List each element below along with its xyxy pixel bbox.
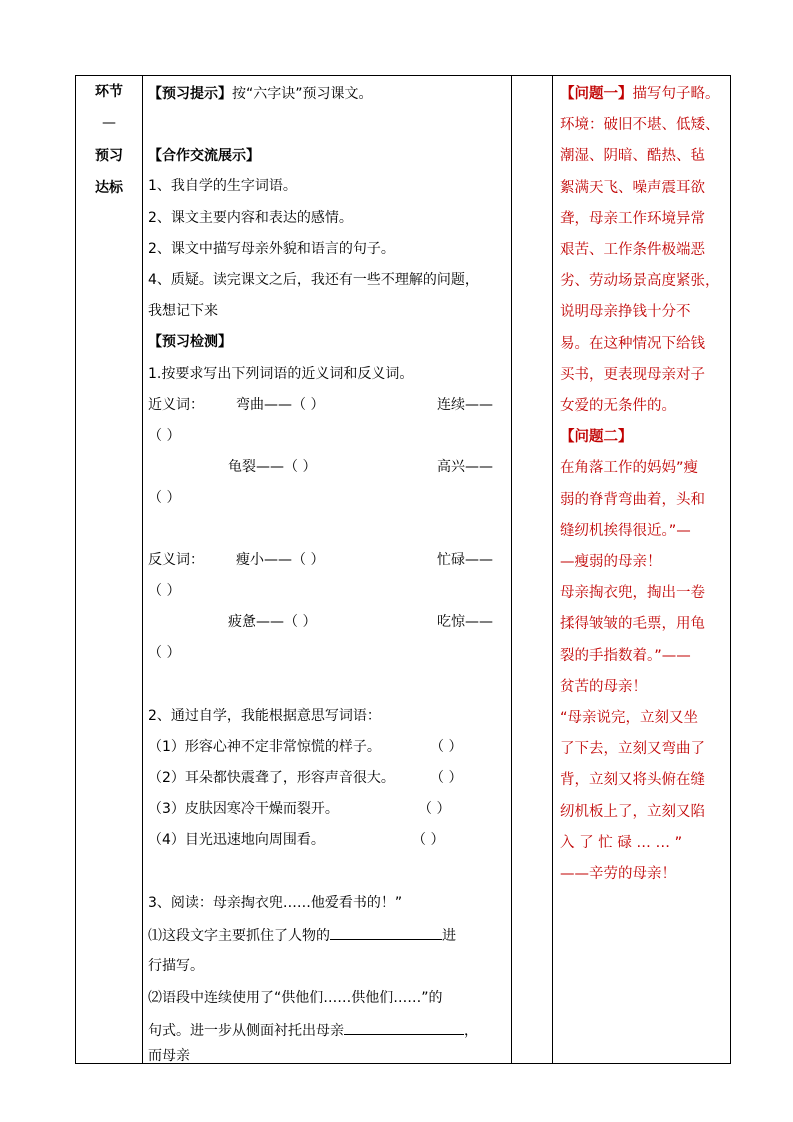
table-divider-2: [511, 75, 512, 1064]
answer-note-line: 潮湿、阴暗、酷热、毡: [560, 148, 705, 164]
answer-note-line: 贫苦的母亲！: [560, 679, 647, 695]
antonym-pair-2: 吃惊——: [437, 614, 493, 630]
synonym-word-2: 龟裂——（ ）: [228, 459, 317, 475]
answer-note-line: 缝纫机挨得很近。”—: [560, 523, 691, 539]
exchange-item-3: 2、课文中描写母亲外貌和语言的句子。: [148, 241, 395, 257]
synonym-paren-2: （ ）: [148, 490, 181, 506]
synonym-paren-1: （ ）: [148, 428, 181, 444]
preview-tip: [148, 84, 373, 104]
question-3-1-text: ⑴这段文字主要抓住了人物的: [148, 928, 330, 944]
table-divider-1: [142, 75, 143, 1064]
question-3-1-cont: 行描写。: [148, 958, 204, 974]
table-border-top: [75, 75, 731, 76]
answer-note-line: 弱的脊背弯曲着，头和: [560, 492, 705, 508]
answer-note-heading: 【问题二】: [560, 429, 633, 445]
question-1: 1.按要求写出下列词语的近义词和反义词。: [148, 366, 414, 382]
question-2-item-1: （1）形容心神不定非常惊慌的样子。: [148, 739, 381, 755]
exchange-item-1: 1、我自学的生字词语。: [148, 178, 297, 194]
section-label-line3: 预习: [95, 148, 123, 164]
antonym-word-1: 瘦小——（ ）: [236, 552, 325, 568]
answer-note-line: 揉得皱皱的毛票，用龟: [560, 616, 705, 632]
answer-note-line: 买书，更表现母亲对子: [560, 367, 705, 383]
answer-note-line: 裂的手指数着。”——: [560, 648, 691, 664]
question-2-item-2: （2）耳朵都快震聋了，形容声音很大。: [148, 770, 395, 786]
antonym-paren-2: （ ）: [148, 645, 181, 661]
exchange-heading: 【合作交流展示】: [148, 148, 260, 164]
answer-note-line: 絮满天飞、噪声震耳欲: [560, 180, 705, 196]
answer-blank-2[interactable]: [344, 1020, 464, 1035]
preview-tip-text: 按“六字诀”预习课文。: [232, 86, 373, 102]
answer-note-text: 描写句子略。: [632, 86, 720, 102]
answer-note-line: 女爱的无条件的。: [560, 398, 676, 414]
question-3-2-cont: [148, 1020, 478, 1041]
synonym-label: 近义词：: [148, 397, 204, 413]
question-3-1: [148, 925, 456, 946]
answer-note-line: 劣、劳动场景高度紧张，: [560, 273, 720, 289]
answer-note-line: 说明母亲挣钱十分不: [560, 304, 691, 320]
synonym-pair-2: 高兴——: [437, 459, 493, 475]
exchange-item-4: 4、质疑。读完课文之后，我还有一些不理解的问题，: [148, 272, 479, 288]
answer-note-line: 了下去，立刻又弯曲了: [560, 741, 705, 757]
section-label-line1: 环节: [95, 84, 123, 100]
exchange-item-4-cont: 我想记下来: [148, 303, 218, 319]
question-3-2-comma: ，: [464, 1023, 478, 1039]
answer-blank-1[interactable]: [330, 925, 442, 940]
question-2-paren-2: （ ）: [430, 770, 463, 786]
answer-note-line: 母亲掏衣兜，掏出一卷: [560, 585, 705, 601]
answer-note-line: ——辛劳的母亲！: [560, 866, 676, 882]
question-3-1-end: 进: [442, 928, 456, 944]
answer-note-line: 纫机板上了，立刻又陷: [560, 804, 705, 820]
answer-note-line: 艰苦、工作条件极端恶: [560, 242, 705, 258]
answer-note-line: —瘦弱的母亲！: [560, 554, 662, 570]
check-heading: 【预习检测】: [148, 334, 232, 350]
question-3: 3、阅读：母亲掏衣兜……他爱看书的！”: [148, 895, 403, 911]
answer-note-line: [560, 84, 720, 104]
question-2-paren-4: （ ）: [412, 832, 445, 848]
answer-note-line: [560, 427, 633, 447]
antonym-word-2: 疲惫——（ ）: [228, 614, 317, 630]
antonym-label: 反义词：: [148, 552, 204, 568]
question-2-paren-3: （ ）: [418, 801, 451, 817]
table-border-right: [730, 75, 731, 1064]
answer-note-heading: 【问题一】: [560, 86, 633, 102]
question-3-2-text: 句式。进一步从侧面衬托出母亲: [148, 1023, 344, 1039]
answer-note-line: 环境：破旧不堪、低矮、: [560, 117, 720, 133]
answer-note-line: “母亲说完，立刻又坐: [560, 710, 699, 726]
section-label-line4: 达标: [95, 180, 123, 196]
answer-note-line: 在角落工作的妈妈”瘦: [560, 460, 699, 476]
answer-note-line: 易。在这种情况下给钱: [560, 336, 705, 352]
antonym-pair-1: 忙碌——: [437, 552, 493, 568]
question-3-2: ⑵语段中连续使用了“供他们……供他们……”的: [148, 990, 443, 1006]
table-divider-3: [552, 75, 553, 1064]
question-2-paren-1: （ ）: [430, 739, 463, 755]
section-label-line2: —: [102, 115, 116, 131]
synonym-word-1: 弯曲——（ ）: [236, 397, 325, 413]
question-2: 2、通过自学，我能根据意思写词语：: [148, 708, 381, 724]
question-2-item-3: （3）皮肤因寒冷干燥而裂开。: [148, 801, 339, 817]
question-3-2-end: 而母亲: [148, 1048, 190, 1064]
antonym-paren-1: （ ）: [148, 583, 181, 599]
answer-note-line: 聋，母亲工作环境异常: [560, 211, 705, 227]
table-border-left: [75, 75, 76, 1064]
question-2-item-4: （4）目光迅速地向周围看。: [148, 832, 325, 848]
answer-note-line: 入 了 忙 碌 … … ”: [560, 835, 683, 851]
synonym-pair-1: 连续——: [437, 397, 493, 413]
exchange-item-2: 2、课文主要内容和表达的感情。: [148, 210, 353, 226]
preview-tip-heading: 【预习提示】: [148, 86, 232, 102]
answer-note-line: 背，立刻又将头俯在缝: [560, 772, 705, 788]
